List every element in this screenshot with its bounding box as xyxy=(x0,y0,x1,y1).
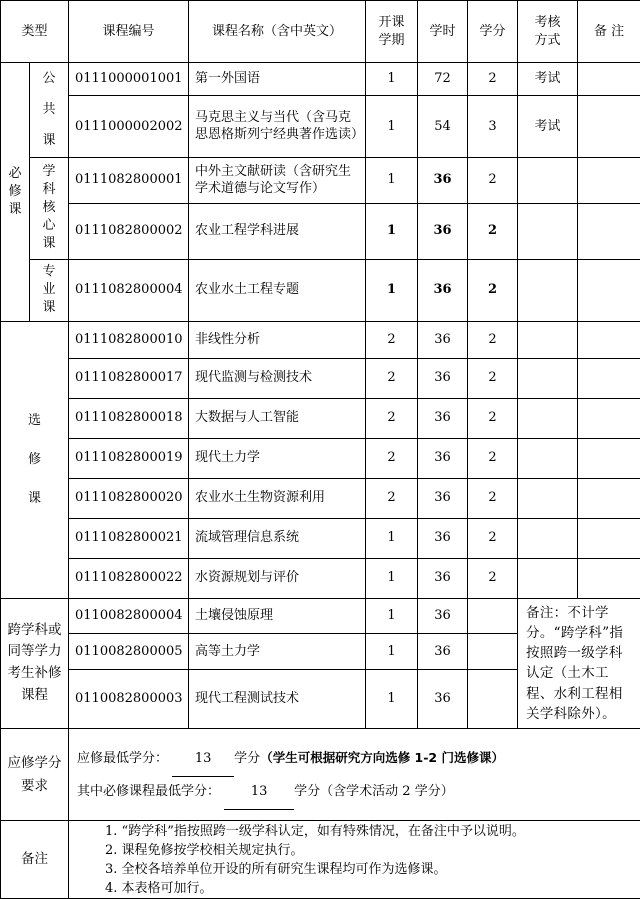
course-credits: 2 xyxy=(468,478,518,518)
course-credits: 2 xyxy=(468,63,518,96)
course-remark xyxy=(578,358,640,398)
course-exam xyxy=(518,321,578,358)
course-exam xyxy=(518,438,578,478)
course-credits: 3 xyxy=(468,95,518,157)
table-row xyxy=(1,598,640,634)
table-row xyxy=(1,63,640,96)
min-credit-line xyxy=(77,741,632,775)
course-name: 农业水土生物资源利用 xyxy=(189,478,366,518)
course-semester: 1 xyxy=(366,518,418,558)
category-notes: 备注 xyxy=(1,821,69,899)
course-semester: 1 xyxy=(366,598,418,634)
table-row xyxy=(1,203,640,259)
course-name: 大数据与人工智能 xyxy=(189,398,366,438)
course-hours: 36 xyxy=(418,157,468,203)
course-code: 0111082800022 xyxy=(69,558,189,598)
course-remark xyxy=(578,95,640,157)
min-credit-unit: 学分 xyxy=(234,751,260,766)
course-credits xyxy=(468,669,518,728)
course-code: 0111082800020 xyxy=(69,478,189,518)
course-hours: 36 xyxy=(418,518,468,558)
course-semester: 1 xyxy=(366,157,418,203)
course-remark xyxy=(578,203,640,259)
category-public: 公共课 xyxy=(30,63,69,158)
course-semester: 1 xyxy=(366,63,418,96)
header-type: 类型 xyxy=(1,1,69,63)
course-semester: 1 xyxy=(366,669,418,728)
course-name: 水资源规划与评价 xyxy=(189,558,366,598)
course-remark xyxy=(578,157,640,203)
course-code: 0111000002002 xyxy=(69,95,189,157)
course-exam xyxy=(518,518,578,558)
course-credits: 2 xyxy=(468,398,518,438)
course-semester: 2 xyxy=(366,398,418,438)
table-row xyxy=(1,518,640,558)
remarks-row xyxy=(1,821,640,899)
course-name: 马克思主义与当代（含马克思恩格斯列宁经典著作选读） xyxy=(189,95,366,157)
course-remark xyxy=(578,63,640,96)
course-hours: 36 xyxy=(418,259,468,321)
required-credit-unit: 学分（含学术活动 2 学分） xyxy=(294,784,454,799)
course-semester: 2 xyxy=(366,358,418,398)
required-credit-value: 13 xyxy=(224,775,294,810)
course-code: 0111082800021 xyxy=(69,518,189,558)
remark-item: 1. “跨学科”指按照跨一级学科认定，如有特殊情况，在备注中予以说明。 xyxy=(105,823,630,842)
course-code: 0110082800004 xyxy=(69,598,189,634)
course-code: 0111082800018 xyxy=(69,398,189,438)
course-hours: 36 xyxy=(418,558,468,598)
course-name: 土壤侵蚀原理 xyxy=(189,598,366,634)
category-core: 学科核心课 xyxy=(30,157,69,259)
course-semester: 1 xyxy=(366,634,418,670)
course-exam xyxy=(518,259,578,321)
course-exam: 考试 xyxy=(518,63,578,96)
table-row xyxy=(1,478,640,518)
course-exam xyxy=(518,358,578,398)
header-row xyxy=(1,1,640,63)
credit-requirement-row xyxy=(1,729,640,821)
course-name: 流域管理信息系统 xyxy=(189,518,366,558)
header-semester: 开课学期 xyxy=(366,1,418,63)
table-row xyxy=(1,358,640,398)
remarks xyxy=(69,821,640,899)
course-hours: 36 xyxy=(418,203,468,259)
course-semester: 2 xyxy=(366,321,418,358)
table-row xyxy=(1,321,640,358)
course-semester: 1 xyxy=(366,203,418,259)
course-credits: 2 xyxy=(468,558,518,598)
course-credits: 2 xyxy=(468,438,518,478)
course-hours: 36 xyxy=(418,358,468,398)
table-row xyxy=(1,438,640,478)
course-hours: 36 xyxy=(418,398,468,438)
course-credits: 2 xyxy=(468,321,518,358)
table-row xyxy=(1,558,640,598)
course-remark xyxy=(578,558,640,598)
course-exam xyxy=(518,398,578,438)
course-name: 现代土力学 xyxy=(189,438,366,478)
elective-advice: （学生可根据研究方向选修 1-2 门选修课） xyxy=(260,750,504,765)
category-credit-req: 应修学分要求 xyxy=(1,729,69,821)
course-remark xyxy=(578,478,640,518)
course-exam xyxy=(518,203,578,259)
cross-note: 备注：不计学分。“跨学科”指按照跨一级学科认定（土木工程、水利工程相关学科除外）。 xyxy=(518,598,640,729)
course-hours: 36 xyxy=(418,669,468,728)
course-remark xyxy=(578,518,640,558)
course-code: 0110082800003 xyxy=(69,669,189,728)
course-remark xyxy=(578,398,640,438)
table-row xyxy=(1,157,640,203)
table-row xyxy=(1,95,640,157)
course-name: 农业工程学科进展 xyxy=(189,203,366,259)
course-name: 高等土力学 xyxy=(189,634,366,670)
category-elective: 选修课 xyxy=(1,321,69,598)
header-exam: 考核方式 xyxy=(518,1,578,63)
course-code: 0111082800001 xyxy=(69,157,189,203)
course-code: 0110082800005 xyxy=(69,634,189,670)
course-name: 第一外国语 xyxy=(189,63,366,96)
table-row xyxy=(1,259,640,321)
course-remark xyxy=(578,259,640,321)
remark-item: 2. 课程免修按学校相关规定执行。 xyxy=(105,842,630,861)
course-name: 农业水土工程专题 xyxy=(189,259,366,321)
course-remark xyxy=(578,321,640,358)
course-hours: 72 xyxy=(418,63,468,96)
course-exam xyxy=(518,157,578,203)
category-major: 专业课 xyxy=(30,259,69,321)
category-required: 必修课 xyxy=(1,63,30,322)
min-credit-label: 应修最低学分： xyxy=(77,751,168,766)
course-name: 非线性分析 xyxy=(189,321,366,358)
course-hours: 36 xyxy=(418,438,468,478)
course-credits: 2 xyxy=(468,203,518,259)
course-exam xyxy=(518,558,578,598)
course-code: 0111082800004 xyxy=(69,259,189,321)
course-semester: 2 xyxy=(366,478,418,518)
course-hours: 36 xyxy=(418,321,468,358)
course-hours: 36 xyxy=(418,598,468,634)
course-semester: 1 xyxy=(366,259,418,321)
course-name: 中外主文献研读（含研究生学术道德与论文写作） xyxy=(189,157,366,203)
course-credits xyxy=(468,598,518,634)
course-name: 现代工程测试技术 xyxy=(189,669,366,728)
remark-item: 3. 全校各培养单位开设的所有研究生课程均可作为选修课。 xyxy=(105,861,630,880)
course-credits xyxy=(468,634,518,670)
required-credit-label: 其中必修课程最低学分： xyxy=(77,784,220,799)
course-name: 现代监测与检测技术 xyxy=(189,358,366,398)
header-credits: 学分 xyxy=(468,1,518,63)
course-hours: 36 xyxy=(418,634,468,670)
category-cross: 跨学科或同等学力考生补修课程 xyxy=(1,598,69,729)
header-code: 课程编号 xyxy=(69,1,189,63)
credit-requirement xyxy=(69,729,640,821)
course-semester: 1 xyxy=(366,95,418,157)
remark-item: 4. 本表格可加行。 xyxy=(105,880,630,899)
course-code: 0111082800010 xyxy=(69,321,189,358)
header-hours: 学时 xyxy=(418,1,468,63)
course-credits: 2 xyxy=(468,157,518,203)
table-row xyxy=(1,398,640,438)
course-semester: 2 xyxy=(366,438,418,478)
course-code: 0111000001001 xyxy=(69,63,189,96)
course-exam xyxy=(518,478,578,518)
course-code: 0111082800017 xyxy=(69,358,189,398)
course-credits: 2 xyxy=(468,358,518,398)
course-credits: 2 xyxy=(468,518,518,558)
header-name: 课程名称（含中英文） xyxy=(189,1,366,63)
min-credit-value: 13 xyxy=(172,742,234,777)
course-hours: 54 xyxy=(418,95,468,157)
required-credit-line xyxy=(77,775,632,809)
header-remark: 备 注 xyxy=(578,1,640,63)
course-credits: 2 xyxy=(468,259,518,321)
course-semester: 1 xyxy=(366,558,418,598)
course-code: 0111082800002 xyxy=(69,203,189,259)
course-remark xyxy=(578,438,640,478)
course-hours: 36 xyxy=(418,478,468,518)
course-exam: 考试 xyxy=(518,95,578,157)
course-code: 0111082800019 xyxy=(69,438,189,478)
